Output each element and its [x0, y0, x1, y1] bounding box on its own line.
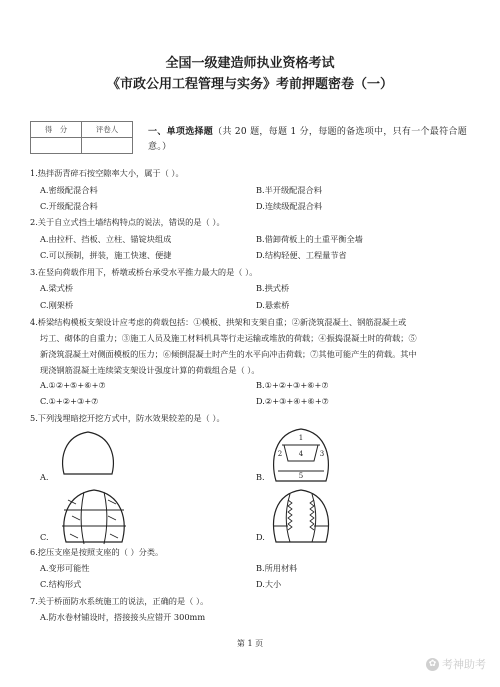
score-cell [31, 138, 82, 154]
figure-b-label-1: 1 [298, 434, 304, 442]
section-note: （共 20 题，每题 1 分，每题的备选项中，只有一个最符合题意。） [148, 127, 468, 152]
grader-cell [82, 138, 133, 154]
tunnel-figure-b [268, 425, 334, 487]
page-number: 第 1 页 [236, 639, 264, 648]
exam-subtitle: 《市政公用工程管理与实务》考前押题密卷（一） [106, 77, 393, 92]
question-4-stem-line-1: 4.桥梁结构模板支架设计应考虑的荷载包括：①模板、拱架和支架自重；②新浇筑混凝土、钢筋混凝土或 [30, 317, 407, 327]
score-label: 得 分 [31, 122, 82, 138]
question-4-stem-line-2: 圬工、砌体的自重力；③施工人员及施工材料机具等行走运输或堆放的荷载；④振捣混凝土时的荷载；⑤ [40, 333, 417, 343]
question-2-stem: 2.关于自立式挡土墙结构特点的说法，错误的是（ ）。 [30, 217, 225, 227]
question-4-stem-line-4: 现浇钢筋混凝土连续梁支架设计强度计算的荷载组合是（ ）。 [40, 365, 260, 375]
question-5-stem: 5.下列浅埋暗挖开挖方式中，防水效果较差的是（ ）。 [30, 413, 225, 423]
watermark [426, 656, 486, 672]
paw-icon: ✿ [426, 658, 439, 671]
score-box [30, 121, 133, 154]
question-5-option-d: D. [256, 532, 265, 542]
question-6-option-b: B.所用材料 [256, 563, 298, 573]
figure-b-label-4: 4 [298, 450, 304, 458]
question-6-option-a: A.变形可能性 [40, 563, 90, 573]
tunnel-figure-a [58, 428, 118, 480]
question-1-option-a: A.密级配混合料 [40, 185, 98, 195]
question-3-option-b: B.拱式桥 [256, 283, 290, 293]
section-header [148, 125, 478, 155]
question-1-option-b: B.半开级配混合料 [256, 185, 322, 195]
question-1-option-c: C.开级配混合料 [40, 201, 98, 211]
figure-b-label-2: 2 [277, 450, 283, 458]
question-5-option-b: B. [256, 472, 265, 482]
question-6-option-c: C.结构形式 [40, 579, 82, 589]
question-6-option-d: D.大小 [256, 579, 282, 589]
question-3-option-a: A.梁式桥 [40, 283, 74, 293]
question-5-option-c: C. [40, 532, 49, 542]
question-1-option-d: D.连续级配混合料 [256, 201, 323, 211]
question-6-stem: 6.挖压支座是按照支座的（ ）分类。 [30, 547, 164, 557]
question-2-option-c: C.可以预制，拼装，施工快速、便捷 [40, 250, 172, 260]
question-1-stem: 1.热拌沥青碎石按空隙率大小，属于（ ）。 [30, 168, 184, 178]
exam-title: 全国一级建造师执业资格考试 [165, 56, 335, 71]
question-3-option-c: C.刚架桥 [40, 300, 74, 310]
question-2-option-d: D.结构轻便、工程量节省 [256, 250, 347, 260]
question-3-stem: 3.在竖向荷载作用下，桥墩或桥台承受水平推力最大的是（ ）。 [30, 267, 258, 277]
tunnel-figure-d [268, 486, 334, 548]
question-4-option-d: D.②+③+④+⑥+⑦ [256, 396, 330, 406]
figure-b-label-5: 5 [298, 472, 304, 480]
question-3-option-d: D.悬索桥 [256, 300, 290, 310]
question-4-option-c: C.①+②+③+⑦ [40, 396, 99, 406]
question-7-stem: 7.关于桥面防水系统施工的说法，正确的是（ ）。 [30, 596, 209, 606]
question-4-option-a: A.①②+⑤+⑥+⑦ [40, 380, 106, 390]
figure-b-label-3: 3 [319, 450, 325, 458]
question-4-option-b: B.①+②+③+⑥+⑦ [256, 380, 329, 390]
question-7-option-a: A.防水卷材铺设时，搭接接头应错开 300mm [40, 612, 206, 622]
grader-label: 评卷人 [82, 122, 133, 138]
watermark-text: 考神助考 [442, 658, 486, 671]
tunnel-figure-c [60, 486, 128, 548]
question-2-option-a: A.由拉杆、挡板、立柱、锚锭块组成 [40, 234, 172, 244]
question-5-option-a: A. [40, 472, 49, 482]
question-4-stem-line-3: 新浇筑混凝土对侧面模板的压力；⑥倾倒混凝土时产生的水平向冲击荷载；⑦其他可能产生的荷载。其中 [40, 349, 417, 359]
question-2-option-b: B.借卸荷板上的土重平衡全墙 [256, 234, 363, 244]
section-heading: 一、单项选择题 [148, 127, 214, 137]
